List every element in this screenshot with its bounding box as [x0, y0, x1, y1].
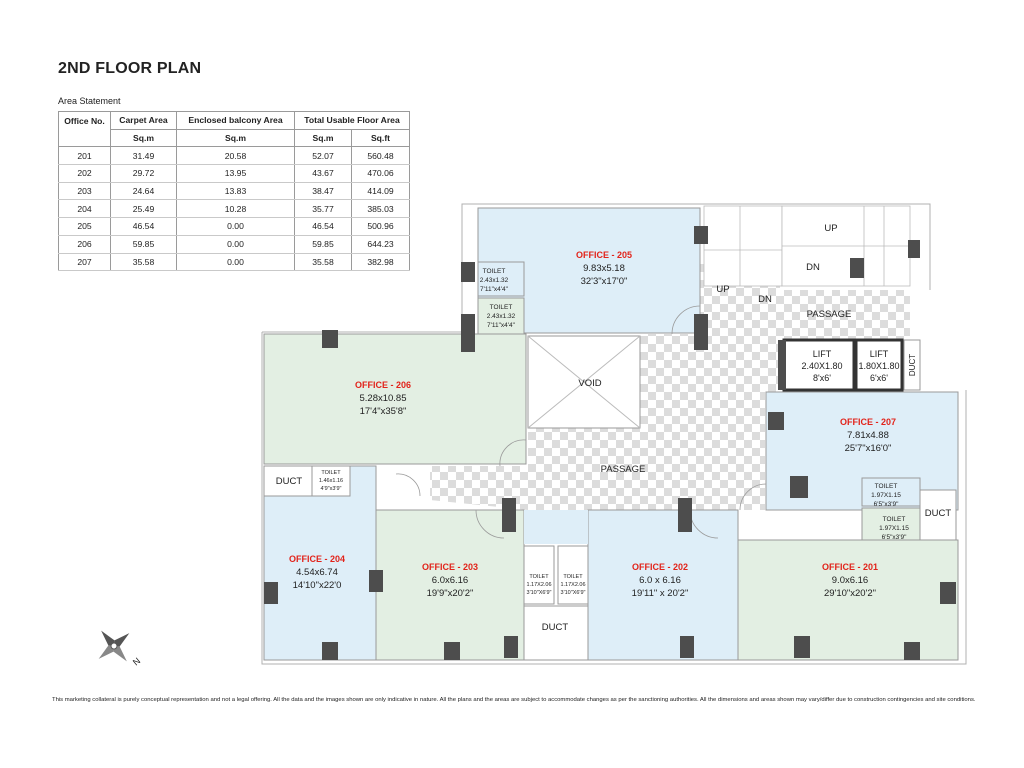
toilet-203-dim-m: 1.17X2.06 [526, 582, 552, 588]
dn-label: DN [758, 294, 772, 305]
toilet-203-dim-ft: 3'10"X6'9" [526, 590, 552, 596]
table-cell: 414.09 [352, 182, 410, 200]
table-cell: 205 [59, 218, 111, 236]
office-206-dim-ft: 17'4"x35'8" [359, 406, 407, 417]
table-cell: 52.07 [295, 147, 352, 165]
table-cell: 385.03 [352, 200, 410, 218]
office-201-dim-m: 9.0x6.16 [831, 575, 869, 586]
duct-label: DUCT [908, 353, 917, 377]
passage-label: PASSAGE [600, 464, 646, 475]
table-cell: 201 [59, 147, 111, 165]
header-carpet-area: Carpet Area [111, 112, 177, 130]
unit-cell: Sq.m [295, 129, 352, 147]
table-cell: 560.48 [352, 147, 410, 165]
unit-cell: Sq.m [111, 129, 177, 147]
up-label: UP [824, 223, 838, 234]
toilet-207b-dim-ft: 6'5"x3'9" [881, 534, 907, 541]
office-203-name: OFFICE - 203 [421, 562, 479, 572]
table-cell: 207 [59, 253, 111, 271]
toilet-207a-dim-ft: 6'5"x3'9" [873, 501, 899, 508]
table-cell: 25.49 [111, 200, 177, 218]
office-206-name: OFFICE - 206 [354, 380, 412, 390]
table-cell: 46.54 [111, 218, 177, 236]
toilet-205b-label: TOILET [489, 304, 513, 311]
office-205-dim-m: 9.83x5.18 [583, 263, 625, 274]
table-cell: 204 [59, 200, 111, 218]
table-cell: 470.06 [352, 165, 410, 183]
table-cell: 644.23 [352, 235, 410, 253]
toilet-202-label: TOILET [563, 574, 583, 580]
office-203-dim-ft: 19'9"x20'2" [426, 588, 474, 599]
office-201-area [738, 540, 958, 660]
toilet-204-dim-ft: 4'9"x3'9" [320, 486, 342, 492]
unit-cell: Sq.ft [352, 129, 410, 147]
table-cell: 500.96 [352, 218, 410, 236]
office-205-name: OFFICE - 205 [575, 250, 633, 260]
passage-area [524, 510, 588, 544]
lift-2-dim-m: 1.80X1.80 [858, 361, 900, 371]
duct-label: DUCT [541, 622, 569, 633]
office-202-dim-ft: 19'11" x 20'2" [631, 588, 689, 599]
table-cell: 35.58 [295, 253, 352, 271]
office-201-dim-ft: 29'10"x20'2" [823, 588, 877, 599]
passage-label: PASSAGE [806, 309, 852, 320]
toilet-202-dim-ft: 3'10"X6'9" [560, 590, 586, 596]
lift-1-label: LIFT [812, 349, 832, 359]
table-cell: 59.85 [111, 235, 177, 253]
duct-center [524, 606, 588, 660]
toilet-204-label: TOILET [321, 470, 341, 476]
table-cell: 35.58 [111, 253, 177, 271]
toilet-207b-dim-m: 1.97X1.15 [879, 525, 909, 532]
office-202-dim-m: 6.0 x 6.16 [639, 575, 681, 586]
staircase [704, 206, 910, 286]
table-cell: 0.00 [177, 253, 295, 271]
office-205-dim-ft: 32'3"x17'0" [580, 276, 628, 287]
header-total-area: Total Usable Floor Area [295, 112, 410, 130]
office-202-name: OFFICE - 202 [631, 562, 689, 572]
table-cell: 20.58 [177, 147, 295, 165]
unit-cell: Sq.m [177, 129, 295, 147]
toilet-205b-dim-m: 2.43x1.32 [486, 313, 516, 320]
table-cell: 206 [59, 235, 111, 253]
lift-2-label: LIFT [869, 349, 889, 359]
table-cell: 202 [59, 165, 111, 183]
office-207-name: OFFICE - 207 [839, 417, 897, 427]
table-cell: 382.98 [352, 253, 410, 271]
table-cell: 38.47 [295, 182, 352, 200]
table-cell: 13.83 [177, 182, 295, 200]
toilet-205a-label: TOILET [482, 268, 506, 275]
duct-label: DUCT [275, 476, 303, 487]
compass-icon [86, 618, 142, 674]
table-cell: 35.77 [295, 200, 352, 218]
table-cell: 13.95 [177, 165, 295, 183]
table-cell: 24.64 [111, 182, 177, 200]
office-207-dim-m: 7.81x4.88 [847, 430, 889, 441]
toilet-205b-dim-ft: 7'11"x4'4" [487, 322, 515, 329]
toilet-203-label: TOILET [529, 574, 549, 580]
void-label: VOID [578, 378, 602, 389]
table-cell: 59.85 [295, 235, 352, 253]
table-cell: 43.67 [295, 165, 352, 183]
lift-1-dim-m: 2.40X1.80 [801, 361, 843, 371]
table-cell: 10.28 [177, 200, 295, 218]
office-204-name: OFFICE - 204 [288, 554, 346, 564]
toilet-205a-dim-ft: 7'11"x4'4" [480, 286, 508, 293]
office-204-dim-m: 4.54x6.74 [296, 567, 338, 578]
table-cell: 29.72 [111, 165, 177, 183]
duct-label: DUCT [924, 508, 952, 519]
dn-label: DN [806, 262, 820, 273]
toilet-207a-label: TOILET [874, 483, 898, 490]
toilet-207b-label: TOILET [882, 516, 906, 523]
office-206-dim-m: 5.28x10.85 [359, 393, 407, 404]
table-cell: 203 [59, 182, 111, 200]
area-statement-caption: Area Statement [58, 96, 121, 106]
office-203-dim-m: 6.0x6.16 [431, 575, 469, 586]
office-204-dim-ft: 14'10"x22'0 [292, 580, 342, 591]
lift-1-dim-ft: 8'x6' [813, 373, 831, 383]
table-cell: 0.00 [177, 235, 295, 253]
toilet-202-dim-m: 1.17X2.06 [560, 582, 586, 588]
table-cell: 46.54 [295, 218, 352, 236]
table-cell: 31.49 [111, 147, 177, 165]
toilet-204-dim-m: 1.46x1.16 [318, 478, 344, 484]
north-label: N [130, 655, 143, 668]
up-label: UP [716, 284, 730, 295]
toilet-207a-dim-m: 1.97X1.15 [871, 492, 901, 499]
table-cell: 0.00 [177, 218, 295, 236]
header-balcony-area: Enclosed balcony Area [177, 112, 295, 130]
lift-2-dim-ft: 6'x6' [870, 373, 888, 383]
disclaimer-text: This marketing collateral is purely conceptual representation and not a legal offering. All the data and the images shown are only indicative in nature. All the plans and the areas are subject to accommodate changes as per the sanctioning authorities. All the dimensions and areas shown may vary/differ due to construction contingencies and site conditions. [52, 697, 976, 703]
header-office-no: Office No. [59, 112, 111, 147]
page-title: 2ND FLOOR PLAN [58, 60, 202, 77]
toilet-205a-dim-m: 2.43x1.32 [479, 277, 509, 284]
office-201-name: OFFICE - 201 [821, 562, 879, 572]
office-207-dim-ft: 25'7"x16'0" [844, 443, 892, 454]
